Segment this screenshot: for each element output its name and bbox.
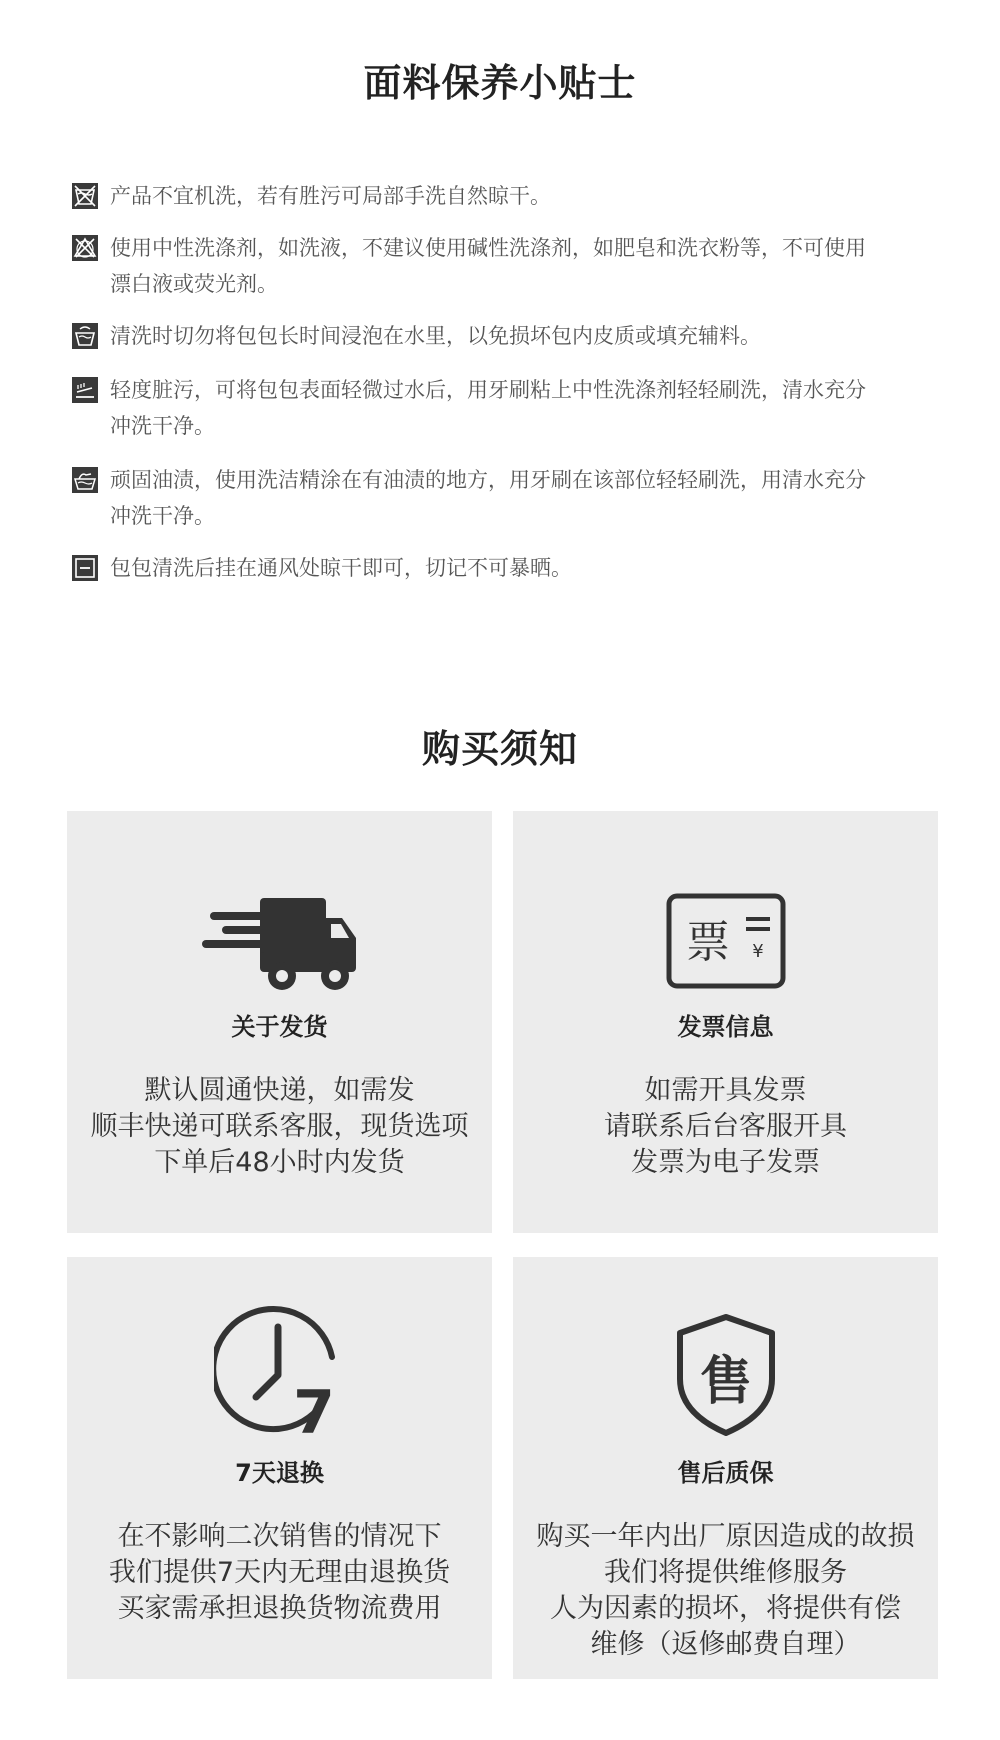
card-body-line: 发票为电子发票 [631,1147,820,1178]
card-body [513,1519,938,1663]
invoice-icon [513,889,938,993]
card-body-line: 顺丰快递可联系客服，现货选项 [90,1111,469,1142]
care-item [72,372,942,444]
shipping-info-card [67,811,492,1233]
card-body-line: 购买一年内出厂原因造成的故损 [536,1521,915,1552]
hand-wash-icon [72,467,98,493]
care-item [72,178,942,214]
care-item-text: 包包清洗后挂在通风处晾干即可，切记不可暴晒。 [110,556,572,580]
no-machine-wash-icon [72,183,98,209]
card-body-line: 在不影响二次销售的情况下 [117,1521,442,1552]
shield-icon-text: 售 [699,1352,752,1412]
yuan-symbol: ¥ [751,941,764,962]
care-item-text: 轻度脏污，可将包包表面轻微过水后，用牙刷粘上中性洗涤剂轻轻刷洗，清水充分 [110,378,866,402]
card-body [513,1073,938,1181]
brush-wash-icon [72,377,98,403]
delivery-truck-icon [67,887,492,1005]
card-title: 售后质保 [677,1459,774,1487]
card-body [67,1519,492,1627]
card-title: 7天退换 [235,1459,324,1487]
no-bleach-icon [72,235,98,261]
care-section-title: 面料保养小贴士 [363,61,637,105]
card-body-line: 人为因素的损坏，将提供有偿 [550,1593,901,1624]
care-item-text: 漂白液或荧光剂。 [110,272,278,296]
hang-dry-icon [72,555,98,581]
care-item [72,550,942,586]
after-sales-shield-icon [513,1313,938,1437]
card-body-line: 我们将提供维修服务 [604,1557,847,1588]
care-item-text: 使用中性洗涤剂，如洗液，不建议使用碱性洗涤剂，如肥皂和洗衣粉等，不可使用 [110,236,866,260]
seven-day-return-icon [67,1305,492,1437]
seven-day-icon-number: 7 [292,1378,335,1437]
card-body-line: 下单后48小时内发货 [154,1147,405,1178]
care-item [72,230,942,302]
card-body-line: 如需开具发票 [644,1075,807,1106]
card-body-line: 维修（返修邮费自理） [590,1629,861,1660]
no-soak-icon [72,323,98,349]
care-item-text: 顽固油渍，使用洗洁精涂在有油渍的地方，用牙刷在该部位轻轻刷洗，用清水充分 [110,468,866,492]
care-item-text: 清洗时切勿将包包长时间浸泡在水里，以免损坏包内皮质或填充辅料。 [110,324,761,348]
card-title: 发票信息 [677,1013,774,1041]
care-item-text: 产品不宜机洗，若有胜污可局部手洗自然晾干。 [110,184,551,208]
care-item-text: 冲洗干净。 [110,414,215,438]
card-body-line: 买家需承担退换货物流费用 [117,1593,442,1624]
return-policy-card [67,1257,492,1679]
card-body-line: 请联系后台客服开具 [604,1111,847,1142]
card-body [67,1073,492,1181]
invoice-info-card [513,811,938,1233]
card-title: 关于发货 [231,1013,328,1041]
care-item [72,318,942,354]
card-body-line: 默认圆通快递，如需发 [144,1075,415,1106]
purchase-section-title: 购买须知 [421,727,578,771]
care-item-text: 冲洗干净。 [110,504,215,528]
care-item [72,462,942,534]
warranty-card [513,1257,938,1679]
card-body-line: 我们提供7天内无理由退换货 [108,1557,451,1588]
invoice-icon-text: 票 [685,917,730,968]
